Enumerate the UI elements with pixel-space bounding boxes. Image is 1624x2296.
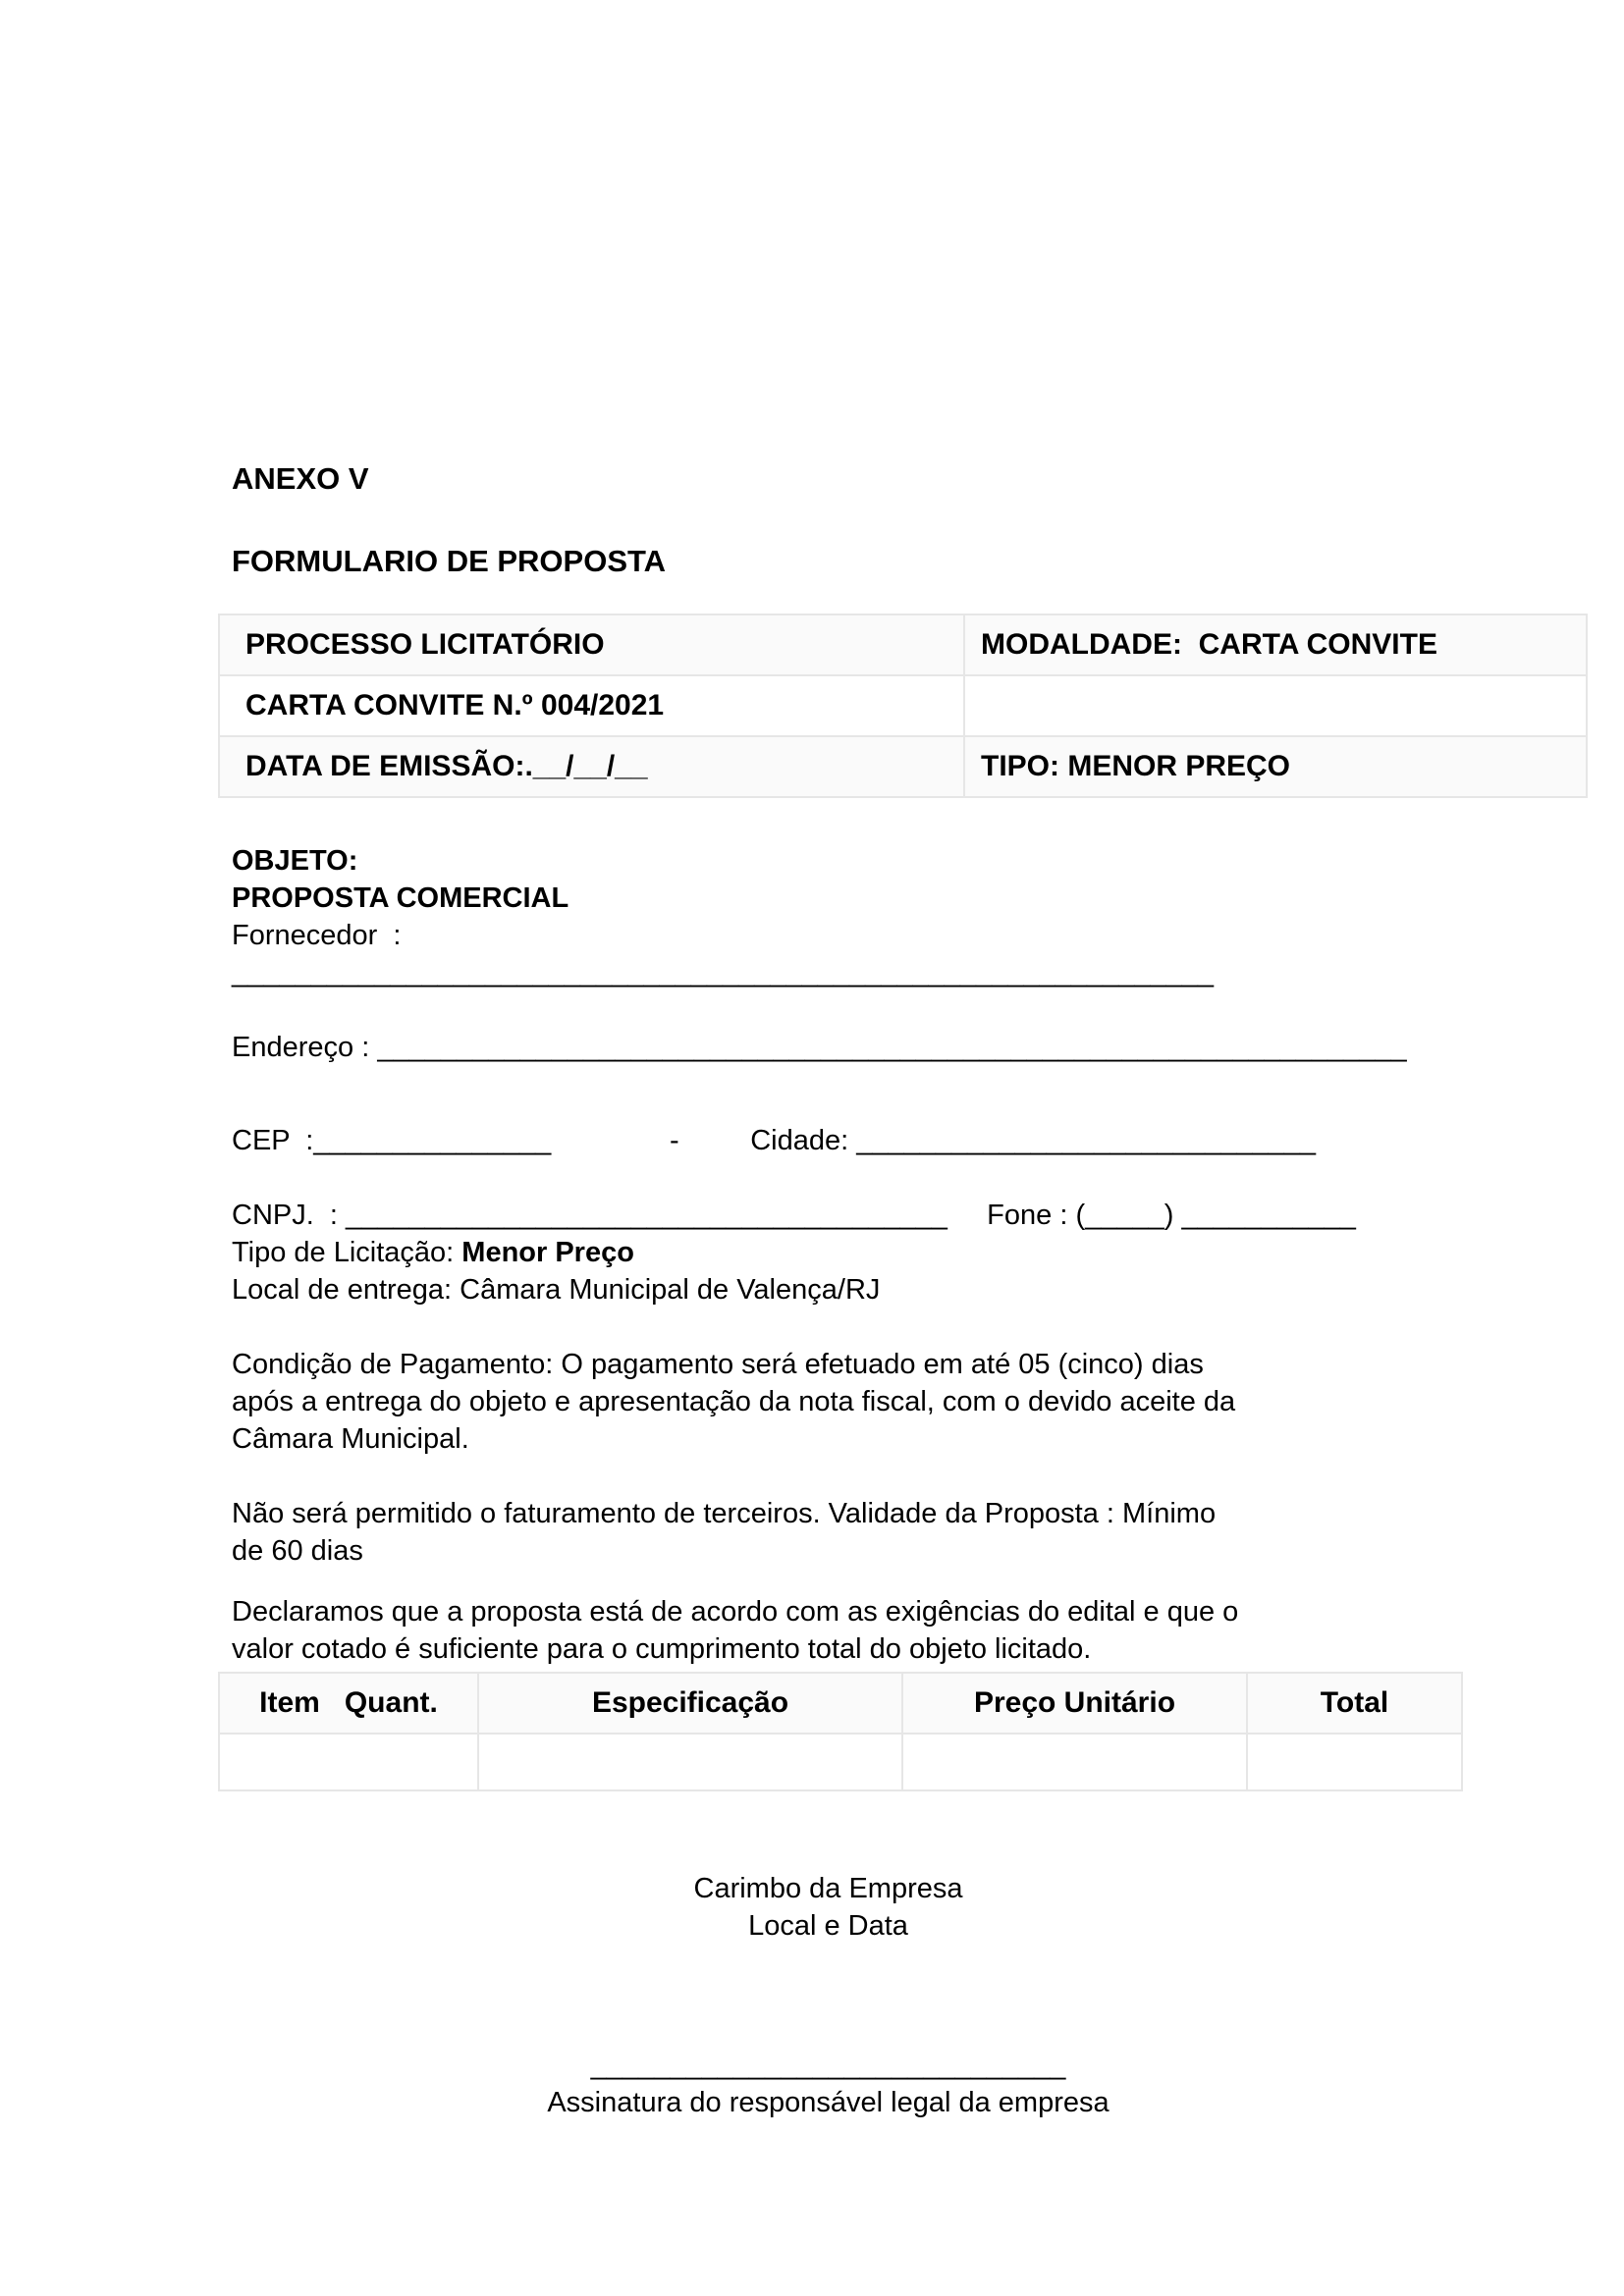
items-table <box>218 1672 1463 1791</box>
fornecedor-label: Fornecedor : <box>232 920 402 951</box>
paragraph-line: Condição de Pagamento: O pagamento será efetuado em até 05 (cinco) dias <box>232 1349 1204 1380</box>
cell-tipo-menor-preco: TIPO: MENOR PREÇO <box>964 736 1587 797</box>
paragraph-line: Declaramos que a proposta está de acordo com as exigências do edital e que o <box>232 1596 1239 1628</box>
header-especificacao: Especificação <box>478 1673 902 1734</box>
title-anexo: ANEXO V <box>232 461 369 496</box>
cell-processo-licitatorio: PROCESSO LICITATÓRIO <box>219 614 964 675</box>
tipo-licitacao-value: Menor Preço <box>461 1237 634 1268</box>
cell-empty <box>964 675 1587 736</box>
process-header-table <box>218 614 1588 798</box>
header-preco-unitario: Preço Unitário <box>902 1673 1247 1734</box>
table-row <box>219 675 1587 736</box>
paragraph-line: Câmara Municipal. <box>232 1423 469 1455</box>
faturamento-paragraph <box>232 1495 1425 1570</box>
cell-empty <box>478 1734 902 1790</box>
cell-data-emissao: DATA DE EMISSÃO:.__/__/__ <box>219 736 964 797</box>
objeto-label: OBJETO: <box>232 845 358 877</box>
paragraph-line: após a entrega do objeto e apresentação da nota fiscal, com o devido aceite da <box>232 1386 1236 1417</box>
object-section <box>232 842 1425 991</box>
cnpj-section <box>232 1197 1425 1308</box>
header-total: Total <box>1247 1673 1462 1734</box>
tipo-licitacao-label: Tipo de Licitação: <box>232 1237 462 1268</box>
cell-empty <box>219 1734 478 1790</box>
items-table-empty-row <box>219 1734 1462 1790</box>
header-item-quant: Item Quant. <box>219 1673 478 1734</box>
local-entrega-line: Local de entrega: Câmara Municipal de Valença/RJ <box>232 1274 881 1306</box>
carimbo-label: Carimbo da Empresa <box>693 1873 963 1904</box>
stamp-section <box>232 1870 1425 1945</box>
local-data-label: Local e Data <box>748 1910 908 1942</box>
table-row <box>219 614 1587 675</box>
endereco-field: Endereço : _________________________________________________________________ <box>232 1032 1407 1063</box>
proposta-comercial-label: PROPOSTA COMERCIAL <box>232 882 569 914</box>
cell-empty <box>1247 1734 1462 1790</box>
condicao-pagamento-paragraph <box>232 1346 1425 1458</box>
declaracao-paragraph <box>232 1593 1425 1668</box>
assinatura-label: Assinatura do responsável legal da empresa <box>547 2087 1110 2118</box>
signature-fill-line: ______________________________ <box>590 2050 1066 2081</box>
title-formulario: FORMULARIO DE PROPOSTA <box>232 544 667 578</box>
tipo-licitacao-line <box>232 1234 1425 1271</box>
paragraph-line: valor cotado é suficiente para o cumprimento total do objeto licitado. <box>232 1633 1092 1665</box>
cep-cidade-field: CEP :_______________ - Cidade: _____________________________ <box>232 1125 1316 1156</box>
cell-carta-convite-numero: CARTA CONVITE N.º 004/2021 <box>219 675 964 736</box>
signature-section <box>232 2047 1425 2121</box>
cell-empty <box>902 1734 1247 1790</box>
fornecedor-fill-line: ______________________________________________________________ <box>232 957 1214 988</box>
items-table-header-row <box>219 1673 1462 1734</box>
paragraph-line: Não será permitido o faturamento de terceiros. Validade da Proposta : Mínimo <box>232 1498 1217 1529</box>
cnpj-fone-field: CNPJ. : ______________________________________ Fone : (_____) ___________ <box>232 1200 1356 1231</box>
cell-modalidade: MODALDADE: CARTA CONVITE <box>964 614 1587 675</box>
table-row <box>219 736 1587 797</box>
paragraph-line: de 60 dias <box>232 1535 363 1567</box>
document-content <box>232 459 1437 2121</box>
